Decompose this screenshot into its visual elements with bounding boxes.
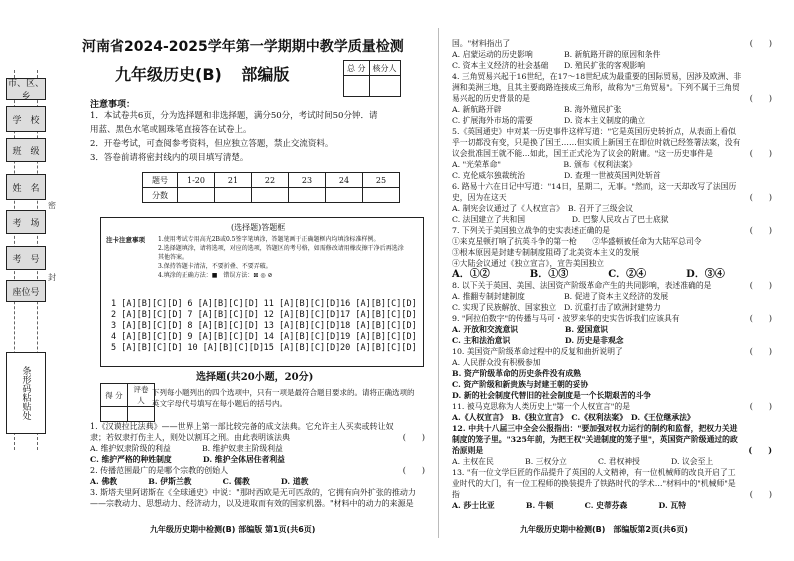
answer-paren[interactable]: ( ) [749, 39, 772, 48]
page-footer-right: 九年级历史期中检测(B) 部编版第2页(共6页) [520, 525, 688, 534]
score-cell [252, 188, 289, 203]
question-options: C. 资本主义经济的社会基础 D. 殖民扩张的客观影响 [452, 61, 646, 70]
score-table-header: 23 [289, 173, 326, 188]
question-options: A．①② B．①③ C．②④ D．③④ [452, 269, 725, 280]
notice-body [90, 109, 420, 165]
score-table-header: 22 [252, 173, 289, 188]
total-score-label: 总 分 [344, 61, 370, 76]
question-options: C. 资产阶级和新贵族与封建王朝的妥协 [452, 380, 589, 389]
exam-title: 河南省2024-2025学年第一学期期中教学质量检测 [82, 39, 404, 55]
question-options: C. 实现了民族解放、国家独立 D. 沉重打击了欧洲封建势力 [452, 303, 661, 312]
answer-paren[interactable]: ( ) [749, 347, 772, 356]
question-options: ④大陆会议通过《独立宣言》，宣告美国独立 [452, 259, 605, 268]
answer-row [111, 299, 416, 310]
right-question-list [452, 38, 772, 511]
notice-item: 2．开卷考试，可查阅参考资料，但应独立答题，禁止交流资料。 [90, 139, 334, 149]
answer-paren[interactable]: ( ) [749, 94, 772, 103]
score-table-header: 24 [326, 173, 363, 188]
answer-bubble-item[interactable]: 13 [A][B][C][D] [263, 321, 341, 331]
section-grader-label: 评卷人 [128, 384, 155, 407]
binding-field-exam-number: 考 号 [6, 246, 46, 270]
question-options: D. 新的社会制度代替旧的社会制度是一个长期艰苦的斗争 [452, 391, 652, 400]
section-score-cell [101, 407, 128, 422]
question-options: A. 莎士比亚 B. 牛顿 C. 史蒂芬森 D. 瓦特 [452, 501, 687, 510]
answer-bubble-item[interactable]: 2 [A][B][C][D] [111, 310, 183, 320]
score-table-header: 题号 [143, 173, 178, 188]
answer-paren[interactable]: ( ) [748, 445, 772, 455]
answer-bubble-item[interactable]: 10 [A][B][C][D] [187, 343, 265, 353]
answer-paren[interactable]: ( ) [402, 433, 425, 442]
edition-label: 部编版 [241, 65, 290, 84]
answer-bubble-item[interactable]: 5 [A][B][C][D] [111, 343, 183, 353]
answer-row [111, 321, 416, 332]
binding-field-room: 考 场 [6, 210, 46, 234]
answer-paren[interactable]: ( ) [749, 193, 772, 202]
section-grader-cell [128, 407, 155, 422]
answer-card-notes [158, 235, 408, 280]
question-options: A.《人权宣言》 B.《独立宣言》 C.《权利法案》 D.《王位继承法》 [452, 413, 695, 422]
binding-field-seat: 座位号 [6, 280, 46, 302]
score-verifier-cell [369, 76, 400, 97]
question-item: 12. 中共十八届三中全会公报指出："要加强对权力运行的制约和监督，把权力关进制度的笼子里。"325年前，为把王权"关进制度的笼子里"，英国资产阶级通过的政治原则是 ( ) [452, 424, 772, 455]
question-item: 5.《英国通史》中对某一历史事件这样写道："它是英国历史转折点，从表面上看似乎一切都没有变，只是换了国王……但实质上新国王在即位时就已经签署法案，没有议会批准国王就不能…如此，国王正式沦为了议会的附庸。"这一历史事件是 ( ) [452, 127, 772, 158]
answer-bubble-item[interactable]: 15 [A][B][C][D] [263, 343, 341, 353]
score-cell [178, 188, 215, 203]
answer-bubble-item[interactable]: 3 [A][B][C][D] [111, 321, 183, 331]
binding-strip [6, 70, 48, 450]
answer-card-title: (选择题)答题框 [231, 223, 286, 232]
page-footer-left: 九年级历史期中检测(B) 部编版 第1页(共6页) [150, 525, 316, 534]
binding-field-name: 姓 名 [6, 174, 46, 200]
question-item: 1.《汉谟拉比法典》——世界上第一部比较完备的成文法典。它允许主人买卖或转让奴隶；若奴隶打伤主人，则处以割耳之刑。由此表明该法典 ( ) [90, 422, 425, 442]
question-options: A. 新航路开辟 B. 海外殖民扩张 [452, 105, 622, 114]
score-table-header: 1-20 [178, 173, 215, 188]
section-score-label: 得 分 [101, 384, 128, 407]
left-question-list [90, 421, 425, 509]
answer-paren[interactable]: ( ) [749, 226, 772, 235]
answer-bubble-item[interactable]: 4 [A][B][C][D] [111, 332, 183, 342]
question-item: 10. 美国资产阶级革命过程中的反复和曲折说明了 ( ) [452, 347, 772, 356]
score-verifier-label: 核分人 [369, 61, 400, 76]
question-options: A. 佛教 B. 伊斯兰教 C. 儒教 D. 道教 [90, 477, 309, 486]
answer-bubble-item[interactable]: 19 [A][B][C][D] [339, 332, 417, 342]
answer-card-note: 3.保持答题卡清洁，不要折叠、不要弄破。 [158, 263, 272, 270]
binding-field-class: 班 级 [6, 138, 46, 162]
answer-bubble-item[interactable]: 17 [A][B][C][D] [339, 310, 417, 320]
question-options: B. 资产阶级革命的历史条件没有成熟 [452, 369, 581, 378]
answer-row [111, 343, 416, 354]
total-score-cell [344, 76, 370, 97]
question-item: 8. 以下关于英国、美国、法国资产阶级革命产生的共同影响，表述准确的是 ( ) [452, 281, 772, 290]
answer-card [100, 217, 424, 367]
question-options: C. 扩展海外市场的需要 D. 资本主义制度的确立 [452, 116, 646, 125]
question-item: 13. "有一位文学巨匠的作品提升了英国的人文精神，有一位机械师的改良开启了工业时代的大门，有一位工程师的换装提升了铁路时代的学术…"材料中的"机械师"是指 ( ) [452, 468, 772, 499]
answer-card-note: 4.填涂的正确方法：■ 错误方法：⊠ ◎ ⊘ [158, 272, 273, 279]
question-options: C. 维护严格的种姓制度 D. 维护全体居住者利益 [90, 455, 285, 464]
question-item: 3. 斯塔夫里阿诺斯在《全球通史》中说："那时西欧是无可匹敌的，它拥有向外扩张的推动力——宗教动力、思想动力、经济动力，以及进取而有效的国家机器。"材料中的动力的来源是 [90, 488, 416, 508]
notice-title: 注意事项： [90, 100, 136, 110]
question-options: A. 人民群众没有积极参加 [452, 358, 541, 367]
answer-bubble-item[interactable]: 9 [A][B][C][D] [187, 332, 259, 342]
answer-bubble-item[interactable]: 1 [A][B][C][D] [111, 299, 183, 309]
question-item: 4. 三角贸易兴起于16世纪，在17～18世纪成为最重要的国际贸易，因涉及欧洲、非洲和美洲三地，且其主要商路连接成三角形，故称为"三角贸易"。下列不属于三角贸易兴起的历史背景的是 ( ) [452, 72, 772, 103]
subject-label: 九年级历史(B) [115, 65, 222, 84]
score-table-header: 21 [215, 173, 252, 188]
answer-paren[interactable]: ( ) [749, 314, 772, 323]
binding-field-district: 市、区、乡 [7, 79, 44, 102]
question-options: C. 法国建立了共和国 D. 巴黎人民攻占了巴士底狱 [452, 215, 669, 224]
answer-bubble-item[interactable]: 7 [A][B][C][D] [187, 310, 259, 320]
answer-bubble-item[interactable]: 6 [A][B][C][D] [187, 299, 259, 309]
answer-bubble-item[interactable]: 20 [A][B][C][D] [339, 343, 417, 353]
section-title: 选择题(共20小题，20分) [196, 372, 314, 383]
total-score-box [343, 60, 401, 97]
answer-bubble-item[interactable]: 8 [A][B][C][D] [187, 321, 259, 331]
question-options: A. 开放和交流意识 B. 爱国意识 [452, 325, 609, 334]
section-scorer-box [100, 383, 155, 422]
answer-paren[interactable]: ( ) [749, 490, 772, 499]
score-cell [289, 188, 326, 203]
question-item: 国。"材料指出了 ( ) [452, 39, 772, 48]
answer-paren[interactable]: ( ) [749, 149, 772, 158]
page-divider [438, 28, 439, 538]
answer-bubble-item[interactable]: 18 [A][B][C][D] [339, 321, 417, 331]
answer-paren[interactable]: ( ) [749, 281, 772, 290]
answer-card-notes-title: 注卡注意事项 [106, 236, 145, 244]
score-cell [326, 188, 363, 203]
answer-bubble-item[interactable]: 11 [A][B][C][D] [263, 299, 341, 309]
question-options: A. 主权在民 B. 三权分立 C. 君权神授 D. 议会至上 [452, 457, 714, 466]
binding-field-school: 学 校 [6, 106, 46, 132]
question-item: 9. "阿拉伯数字"的传播与马可・波罗来华的史实告诉我们应该具有 ( ) [452, 314, 772, 323]
question-options: A. 维护奴隶阶级的利益 B. 维护奴隶主阶级利益 [90, 444, 283, 453]
answer-row [111, 332, 416, 343]
notice-item: 1．本试卷共6页，分为选择题和非选择题，满分50分，考试时间50分钟．请 [90, 111, 378, 121]
answer-card-note: 2.选择题填涂，请将选项，对应的选项，答题区的考号格，如需修改请用橡皮擦干净后再选涂其他答案。 [158, 245, 404, 261]
score-row-label: 分数 [143, 188, 178, 203]
score-cell [363, 188, 400, 203]
seal-char-1: 密 [48, 201, 56, 210]
score-cell [215, 188, 252, 203]
answer-card-note: 1.使用考试专用高光2B或0.5签字笔填涂，答题笔画于正确题框内均填涂标准样例。 [158, 236, 380, 243]
question-options: A. 制宪会议通过了《人权宣言》 B. 召开了三级会议 [452, 204, 634, 213]
question-options: A. 启蒙运动的历史影响 B. 新航路开辟的原因和条件 [452, 50, 661, 59]
answer-paren[interactable]: ( ) [402, 466, 425, 475]
answer-bubble-item[interactable]: 14 [A][B][C][D] [263, 332, 341, 342]
question-item: 11. 被马克思称为人类历史上"第一个人权宣言"的是 ( ) [452, 402, 772, 411]
question-item: 7. 下列关于美国独立战争的史实表述正确的是 ( ) [452, 226, 772, 235]
score-table-header: 25 [363, 173, 400, 188]
question-options: C. 主和法治意识 D. 历史是非观念 [452, 336, 624, 345]
answer-bubble-item[interactable]: 12 [A][B][C][D] [263, 310, 341, 320]
question-options: C. 克伦威尔独裁统治 D. 查理一世被英国判处斩首 [452, 171, 661, 180]
question-item: 2. 传播范围最广的是哪个宗教的创始人 ( ) [90, 466, 425, 475]
question-options: A. "光荣革命" B. 颁布《权利法案》 [452, 160, 637, 169]
seal-char-2: 封 [48, 273, 56, 282]
question-item: 6. 路易十六在日记中写道："14日，星期二，无事。"然而，这一天却改写了法国历史，因为在这天 ( ) [452, 182, 772, 202]
notice-item: 用蓝、黑色水笔或圆珠笔直接答在试卷上。 [90, 125, 252, 135]
question-options: ①来克星顿打响了抗英斗争的第一枪 ②华盛顿被任命为大陆军总司令 [452, 237, 702, 246]
question-options: A. 推翻专制封建制度 B. 促进了资本主义经济的发展 [452, 292, 669, 301]
exam-subtitle [115, 62, 289, 85]
barcode-area: 条形码粘贴处 [6, 352, 46, 434]
section-instruction: 下列每小题列出的四个选项中，只有一项是最符合题目要求的。请将正确选项的英文字母代号填写在每小题后的括号内。 [152, 388, 415, 408]
question-score-table [142, 172, 400, 203]
notice-item: 3．答卷前请将密封线内的项目填写清楚。 [90, 153, 249, 163]
answer-bubble-grid [111, 299, 416, 354]
answer-paren[interactable]: ( ) [749, 402, 772, 411]
answer-row [111, 310, 416, 321]
answer-bubble-item[interactable]: 16 [A][B][C][D] [339, 299, 417, 309]
question-options: ③根本原因是封建专制制度阻碍了北美资本主义的发展 [452, 248, 640, 257]
